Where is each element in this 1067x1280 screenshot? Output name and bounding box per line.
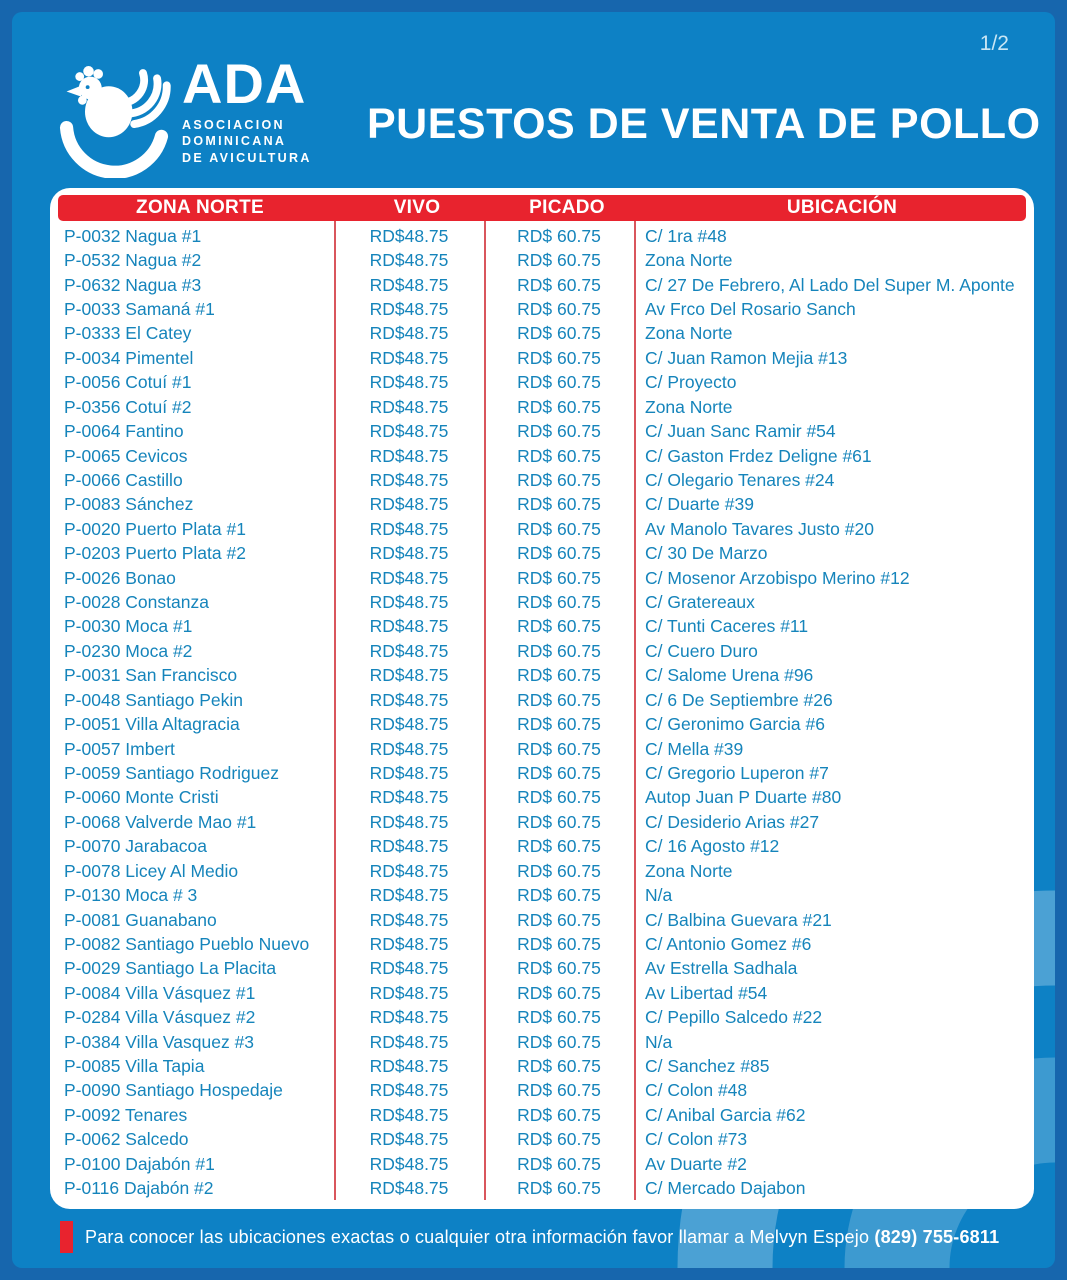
cell-ubicacion: Zona Norte [645, 250, 733, 271]
table-header-bar [58, 195, 1026, 221]
cell-precio-picado: RD$ 60.75 [517, 347, 601, 368]
table-row [50, 1006, 1034, 1030]
cell-ubicacion: C/ Gratereaux [645, 592, 755, 613]
cell-puesto: P-0070 Jarabacoa [64, 836, 208, 857]
cell-precio-picado: RD$ 60.75 [517, 1031, 601, 1052]
cell-puesto: P-0085 Villa Tapia [64, 1056, 205, 1077]
cell-puesto: P-0130 Moca # 3 [64, 885, 198, 906]
cell-puesto: P-0065 Cevicos [64, 445, 188, 466]
cell-puesto: P-0356 Cotuí #2 [64, 396, 192, 417]
table-row [50, 1054, 1034, 1078]
cell-precio-vivo: RD$48.75 [369, 1104, 449, 1125]
cell-precio-picado: RD$ 60.75 [517, 738, 601, 759]
table-row [50, 566, 1034, 590]
table-row [50, 932, 1034, 956]
cell-precio-picado: RD$ 60.75 [517, 640, 601, 661]
page-title: PUESTOS DE VENTA DE POLLO [367, 100, 1041, 148]
table-row [50, 835, 1034, 859]
logo-org-name [182, 117, 312, 166]
cell-ubicacion: C/ Sanchez #85 [645, 1056, 770, 1077]
table-row [50, 1152, 1034, 1176]
cell-puesto: P-0384 Villa Vasquez #3 [64, 1031, 255, 1052]
cell-precio-picado: RD$ 60.75 [517, 860, 601, 881]
cell-puesto: P-0029 Santiago La Placita [64, 958, 277, 979]
cell-ubicacion: N/a [645, 885, 673, 906]
flyer-canvas [12, 12, 1055, 1268]
table-row [50, 517, 1034, 541]
cell-precio-picado: RD$ 60.75 [517, 958, 601, 979]
table-row [50, 444, 1034, 468]
cell-precio-picado: RD$ 60.75 [517, 592, 601, 613]
table-row [50, 1030, 1034, 1054]
cell-ubicacion: C/ Tunti Caceres #11 [645, 616, 809, 637]
cell-precio-picado: RD$ 60.75 [517, 1056, 601, 1077]
cell-ubicacion: C/ Colon #48 [645, 1080, 748, 1101]
table-row [50, 664, 1034, 688]
cell-precio-picado: RD$ 60.75 [517, 372, 601, 393]
cell-precio-picado: RD$ 60.75 [517, 445, 601, 466]
cell-precio-picado: RD$ 60.75 [517, 1129, 601, 1150]
cell-ubicacion: C/ Mella #39 [645, 738, 744, 759]
table-row [50, 712, 1034, 736]
table-row [50, 1128, 1034, 1152]
footer-phone-number: (829) 755-6811 [874, 1226, 1000, 1247]
cell-precio-picado: RD$ 60.75 [517, 836, 601, 857]
cell-precio-vivo: RD$48.75 [369, 811, 449, 832]
cell-ubicacion: Av Frco Del Rosario Sanch [645, 298, 856, 319]
cell-ubicacion: C/ Salome Urena #96 [645, 665, 814, 686]
cell-puesto: P-0230 Moca #2 [64, 640, 193, 661]
cell-precio-vivo: RD$48.75 [369, 298, 449, 319]
cell-ubicacion: C/ Mercado Dajabon [645, 1178, 806, 1199]
cell-puesto: P-0066 Castillo [64, 469, 183, 490]
table-row [50, 908, 1034, 932]
cell-precio-picado: RD$ 60.75 [517, 518, 601, 539]
cell-precio-picado: RD$ 60.75 [517, 1153, 601, 1174]
cell-precio-picado: RD$ 60.75 [517, 396, 601, 417]
cell-ubicacion: Av Duarte #2 [645, 1153, 747, 1174]
cell-precio-picado: RD$ 60.75 [517, 1080, 601, 1101]
cell-precio-picado: RD$ 60.75 [517, 298, 601, 319]
cell-precio-vivo: RD$48.75 [369, 1153, 449, 1174]
footer-note-text: Para conocer las ubicaciones exactas o cualquier otra información favor llamar a Melvyn Espejo [85, 1226, 875, 1247]
cell-precio-vivo: RD$48.75 [369, 738, 449, 759]
cell-puesto: P-0026 Bonao [64, 567, 176, 588]
cell-ubicacion: Av Manolo Tavares Justo #20 [645, 518, 874, 539]
cell-precio-picado: RD$ 60.75 [517, 494, 601, 515]
cell-precio-vivo: RD$48.75 [369, 616, 449, 637]
column-header-ubicacion: UBICACIÓN [786, 197, 898, 218]
cell-precio-picado: RD$ 60.75 [517, 250, 601, 271]
cell-puesto: P-0064 Fantino [64, 421, 184, 442]
cell-precio-vivo: RD$48.75 [369, 1080, 449, 1101]
red-bullet-bar [60, 1221, 73, 1253]
table-row [50, 541, 1034, 565]
table-row [50, 786, 1034, 810]
cell-puesto: P-0032 Nagua #1 [64, 225, 202, 246]
cell-puesto: P-0078 Licey Al Medio [64, 860, 239, 881]
cell-puesto: P-0028 Constanza [64, 592, 209, 613]
cell-precio-picado: RD$ 60.75 [517, 714, 601, 735]
cell-puesto: P-0084 Villa Vásquez #1 [64, 982, 256, 1003]
table-row [50, 639, 1034, 663]
table-row [50, 273, 1034, 297]
cell-precio-picado: RD$ 60.75 [517, 225, 601, 246]
cell-precio-vivo: RD$48.75 [369, 689, 449, 710]
cell-puesto: P-0048 Santiago Pekin [64, 689, 244, 710]
cell-precio-picado: RD$ 60.75 [517, 567, 601, 588]
page-number: 1/2 [979, 32, 1009, 55]
column-header-zona-norte: ZONA NORTE [136, 197, 264, 218]
cell-ubicacion: C/ Desiderio Arias #27 [645, 811, 820, 832]
cell-precio-vivo: RD$48.75 [369, 640, 449, 661]
cell-ubicacion: Zona Norte [645, 323, 733, 344]
cell-precio-picado: RD$ 60.75 [517, 1104, 601, 1125]
cell-puesto: P-0100 Dajabón #1 [64, 1153, 215, 1174]
cell-ubicacion: Autop Juan P Duarte #80 [645, 787, 842, 808]
table-row [50, 419, 1034, 443]
cell-puesto: P-0090 Santiago Hospedaje [64, 1080, 283, 1101]
table-row [50, 297, 1034, 321]
column-header-picado: PICADO [529, 197, 605, 218]
cell-precio-vivo: RD$48.75 [369, 250, 449, 271]
cell-puesto: P-0056 Cotuí #1 [64, 372, 192, 393]
cell-precio-vivo: RD$48.75 [369, 445, 449, 466]
cell-precio-vivo: RD$48.75 [369, 225, 449, 246]
cell-ubicacion: C/ Proyecto [645, 372, 737, 393]
table-row [50, 883, 1034, 907]
table-row [50, 493, 1034, 517]
cell-precio-picado: RD$ 60.75 [517, 1178, 601, 1199]
cell-precio-vivo: RD$48.75 [369, 396, 449, 417]
cell-puesto: P-0034 Pimentel [64, 347, 194, 368]
cell-precio-vivo: RD$48.75 [369, 787, 449, 808]
cell-precio-vivo: RD$48.75 [369, 1129, 449, 1150]
cell-precio-picado: RD$ 60.75 [517, 274, 601, 295]
cell-ubicacion: N/a [645, 1031, 673, 1052]
cell-ubicacion: C/ 30 De Marzo [645, 543, 768, 564]
cell-puesto: P-0033 Samaná #1 [64, 298, 215, 319]
table-body [50, 224, 1034, 1201]
cell-precio-vivo: RD$48.75 [369, 372, 449, 393]
cell-precio-vivo: RD$48.75 [369, 982, 449, 1003]
cell-precio-picado: RD$ 60.75 [517, 762, 601, 783]
cell-puesto: P-0083 Sánchez [64, 494, 194, 515]
cell-precio-picado: RD$ 60.75 [517, 982, 601, 1003]
table-row [50, 1079, 1034, 1103]
cell-ubicacion: C/ Antonio Gomez #6 [645, 933, 812, 954]
cell-precio-vivo: RD$48.75 [369, 933, 449, 954]
cell-ubicacion: C/ 27 De Febrero, Al Lado Del Super M. Aponte [645, 274, 1015, 295]
cell-precio-vivo: RD$48.75 [369, 1007, 449, 1028]
table-row [50, 395, 1034, 419]
cell-precio-vivo: RD$48.75 [369, 543, 449, 564]
cell-ubicacion: C/ Juan Sanc Ramir #54 [645, 421, 836, 442]
cell-ubicacion: C/ Anibal Garcia #62 [645, 1104, 806, 1125]
cell-ubicacion: C/ 16 Agosto #12 [645, 836, 780, 857]
cell-precio-picado: RD$ 60.75 [517, 787, 601, 808]
cell-puesto: P-0051 Villa Altagracia [64, 714, 240, 735]
cell-puesto: P-0031 San Francisco [64, 665, 238, 686]
rooster-icon [56, 56, 172, 178]
cell-puesto: P-0082 Santiago Pueblo Nuevo [64, 933, 310, 954]
cell-puesto: P-0068 Valverde Mao #1 [64, 811, 257, 832]
table-row [50, 810, 1034, 834]
cell-precio-vivo: RD$48.75 [369, 1031, 449, 1052]
cell-precio-vivo: RD$48.75 [369, 762, 449, 783]
cell-precio-vivo: RD$48.75 [369, 469, 449, 490]
cell-ubicacion: C/ Gregorio Luperon #7 [645, 762, 829, 783]
cell-puesto: P-0532 Nagua #2 [64, 250, 202, 271]
cell-puesto: P-0092 Tenares [64, 1104, 188, 1125]
table-row [50, 346, 1034, 370]
cell-precio-picado: RD$ 60.75 [517, 665, 601, 686]
cell-ubicacion: C/ Cuero Duro [645, 640, 758, 661]
cell-puesto: P-0057 Imbert [64, 738, 175, 759]
cell-precio-vivo: RD$48.75 [369, 958, 449, 979]
table-row [50, 957, 1034, 981]
cell-precio-vivo: RD$48.75 [369, 494, 449, 515]
cell-ubicacion: C/ Balbina Guevara #21 [645, 909, 832, 930]
cell-puesto: P-0059 Santiago Rodriguez [64, 762, 280, 783]
cell-precio-vivo: RD$48.75 [369, 421, 449, 442]
table-row [50, 1176, 1034, 1200]
cell-ubicacion: C/ Juan Ramon Mejia #13 [645, 347, 848, 368]
cell-ubicacion: C/ Olegario Tenares #24 [645, 469, 835, 490]
cell-ubicacion: C/ Duarte #39 [645, 494, 754, 515]
cell-ubicacion: C/ 6 De Septiembre #26 [645, 689, 833, 710]
cell-precio-vivo: RD$48.75 [369, 909, 449, 930]
cell-precio-vivo: RD$48.75 [369, 567, 449, 588]
cell-puesto: P-0060 Monte Cristi [64, 787, 219, 808]
cell-precio-picado: RD$ 60.75 [517, 933, 601, 954]
logo-org-line: DOMINICANA [182, 134, 287, 149]
table-row [50, 248, 1034, 272]
cell-precio-picado: RD$ 60.75 [517, 909, 601, 930]
cell-precio-vivo: RD$48.75 [369, 860, 449, 881]
table-row [50, 1103, 1034, 1127]
logo-org-line: ASOCIACION [182, 118, 285, 132]
cell-puesto: P-0030 Moca #1 [64, 616, 193, 637]
cell-precio-picado: RD$ 60.75 [517, 469, 601, 490]
cell-precio-picado: RD$ 60.75 [517, 811, 601, 832]
cell-puesto: P-0116 Dajabón #2 [64, 1178, 214, 1199]
price-table-panel [50, 188, 1034, 1209]
cell-precio-picado: RD$ 60.75 [517, 1007, 601, 1028]
logo-text [182, 52, 312, 166]
table-row [50, 737, 1034, 761]
cell-ubicacion: C/ Colon #73 [645, 1129, 748, 1150]
cell-puesto: P-0020 Puerto Plata #1 [64, 518, 246, 539]
cell-precio-picado: RD$ 60.75 [517, 323, 601, 344]
table-row [50, 688, 1034, 712]
cell-puesto: P-0632 Nagua #3 [64, 274, 202, 295]
cell-ubicacion: C/ 1ra #48 [645, 225, 727, 246]
table-row [50, 468, 1034, 492]
table-row [50, 322, 1034, 346]
cell-precio-vivo: RD$48.75 [369, 885, 449, 906]
cell-ubicacion: C/ Pepillo Salcedo #22 [645, 1007, 823, 1028]
cell-precio-vivo: RD$48.75 [369, 714, 449, 735]
table-row [50, 590, 1034, 614]
column-header-vivo: VIVO [393, 197, 441, 218]
cell-puesto: P-0081 Guanabano [64, 909, 217, 930]
cell-puesto: P-0333 El Catey [64, 323, 192, 344]
table-row [50, 615, 1034, 639]
cell-precio-vivo: RD$48.75 [369, 1056, 449, 1077]
cell-puesto: P-0284 Villa Vásquez #2 [64, 1007, 256, 1028]
cell-precio-picado: RD$ 60.75 [517, 421, 601, 442]
cell-precio-picado: RD$ 60.75 [517, 616, 601, 637]
table-row [50, 859, 1034, 883]
cell-ubicacion: C/ Geronimo Garcia #6 [645, 714, 825, 735]
cell-precio-vivo: RD$48.75 [369, 518, 449, 539]
cell-precio-vivo: RD$48.75 [369, 323, 449, 344]
cell-precio-picado: RD$ 60.75 [517, 885, 601, 906]
cell-precio-picado: RD$ 60.75 [517, 689, 601, 710]
table-row [50, 981, 1034, 1005]
table-row [50, 761, 1034, 785]
footer-note [60, 1221, 1015, 1253]
table-row [50, 371, 1034, 395]
footer-text [85, 1227, 999, 1248]
table-row [50, 224, 1034, 248]
logo-org-line: DE AVICULTURA [182, 150, 312, 165]
cell-ubicacion: Zona Norte [645, 396, 733, 417]
ada-logo [56, 52, 312, 178]
cell-ubicacion: C/ Gaston Frdez Deligne #61 [645, 445, 872, 466]
cell-precio-vivo: RD$48.75 [369, 347, 449, 368]
logo-acronym: ADA [182, 52, 307, 115]
cell-ubicacion: Av Estrella Sadhala [645, 958, 798, 979]
cell-ubicacion: C/ Mosenor Arzobispo Merino #12 [645, 567, 910, 588]
cell-ubicacion: Zona Norte [645, 860, 733, 881]
cell-precio-vivo: RD$48.75 [369, 836, 449, 857]
cell-precio-vivo: RD$48.75 [369, 592, 449, 613]
cell-precio-vivo: RD$48.75 [369, 1178, 449, 1199]
cell-precio-picado: RD$ 60.75 [517, 543, 601, 564]
cell-precio-vivo: RD$48.75 [369, 274, 449, 295]
cell-puesto: P-0062 Salcedo [64, 1129, 189, 1150]
cell-precio-vivo: RD$48.75 [369, 665, 449, 686]
cell-ubicacion: Av Libertad #54 [645, 982, 768, 1003]
cell-puesto: P-0203 Puerto Plata #2 [64, 543, 246, 564]
